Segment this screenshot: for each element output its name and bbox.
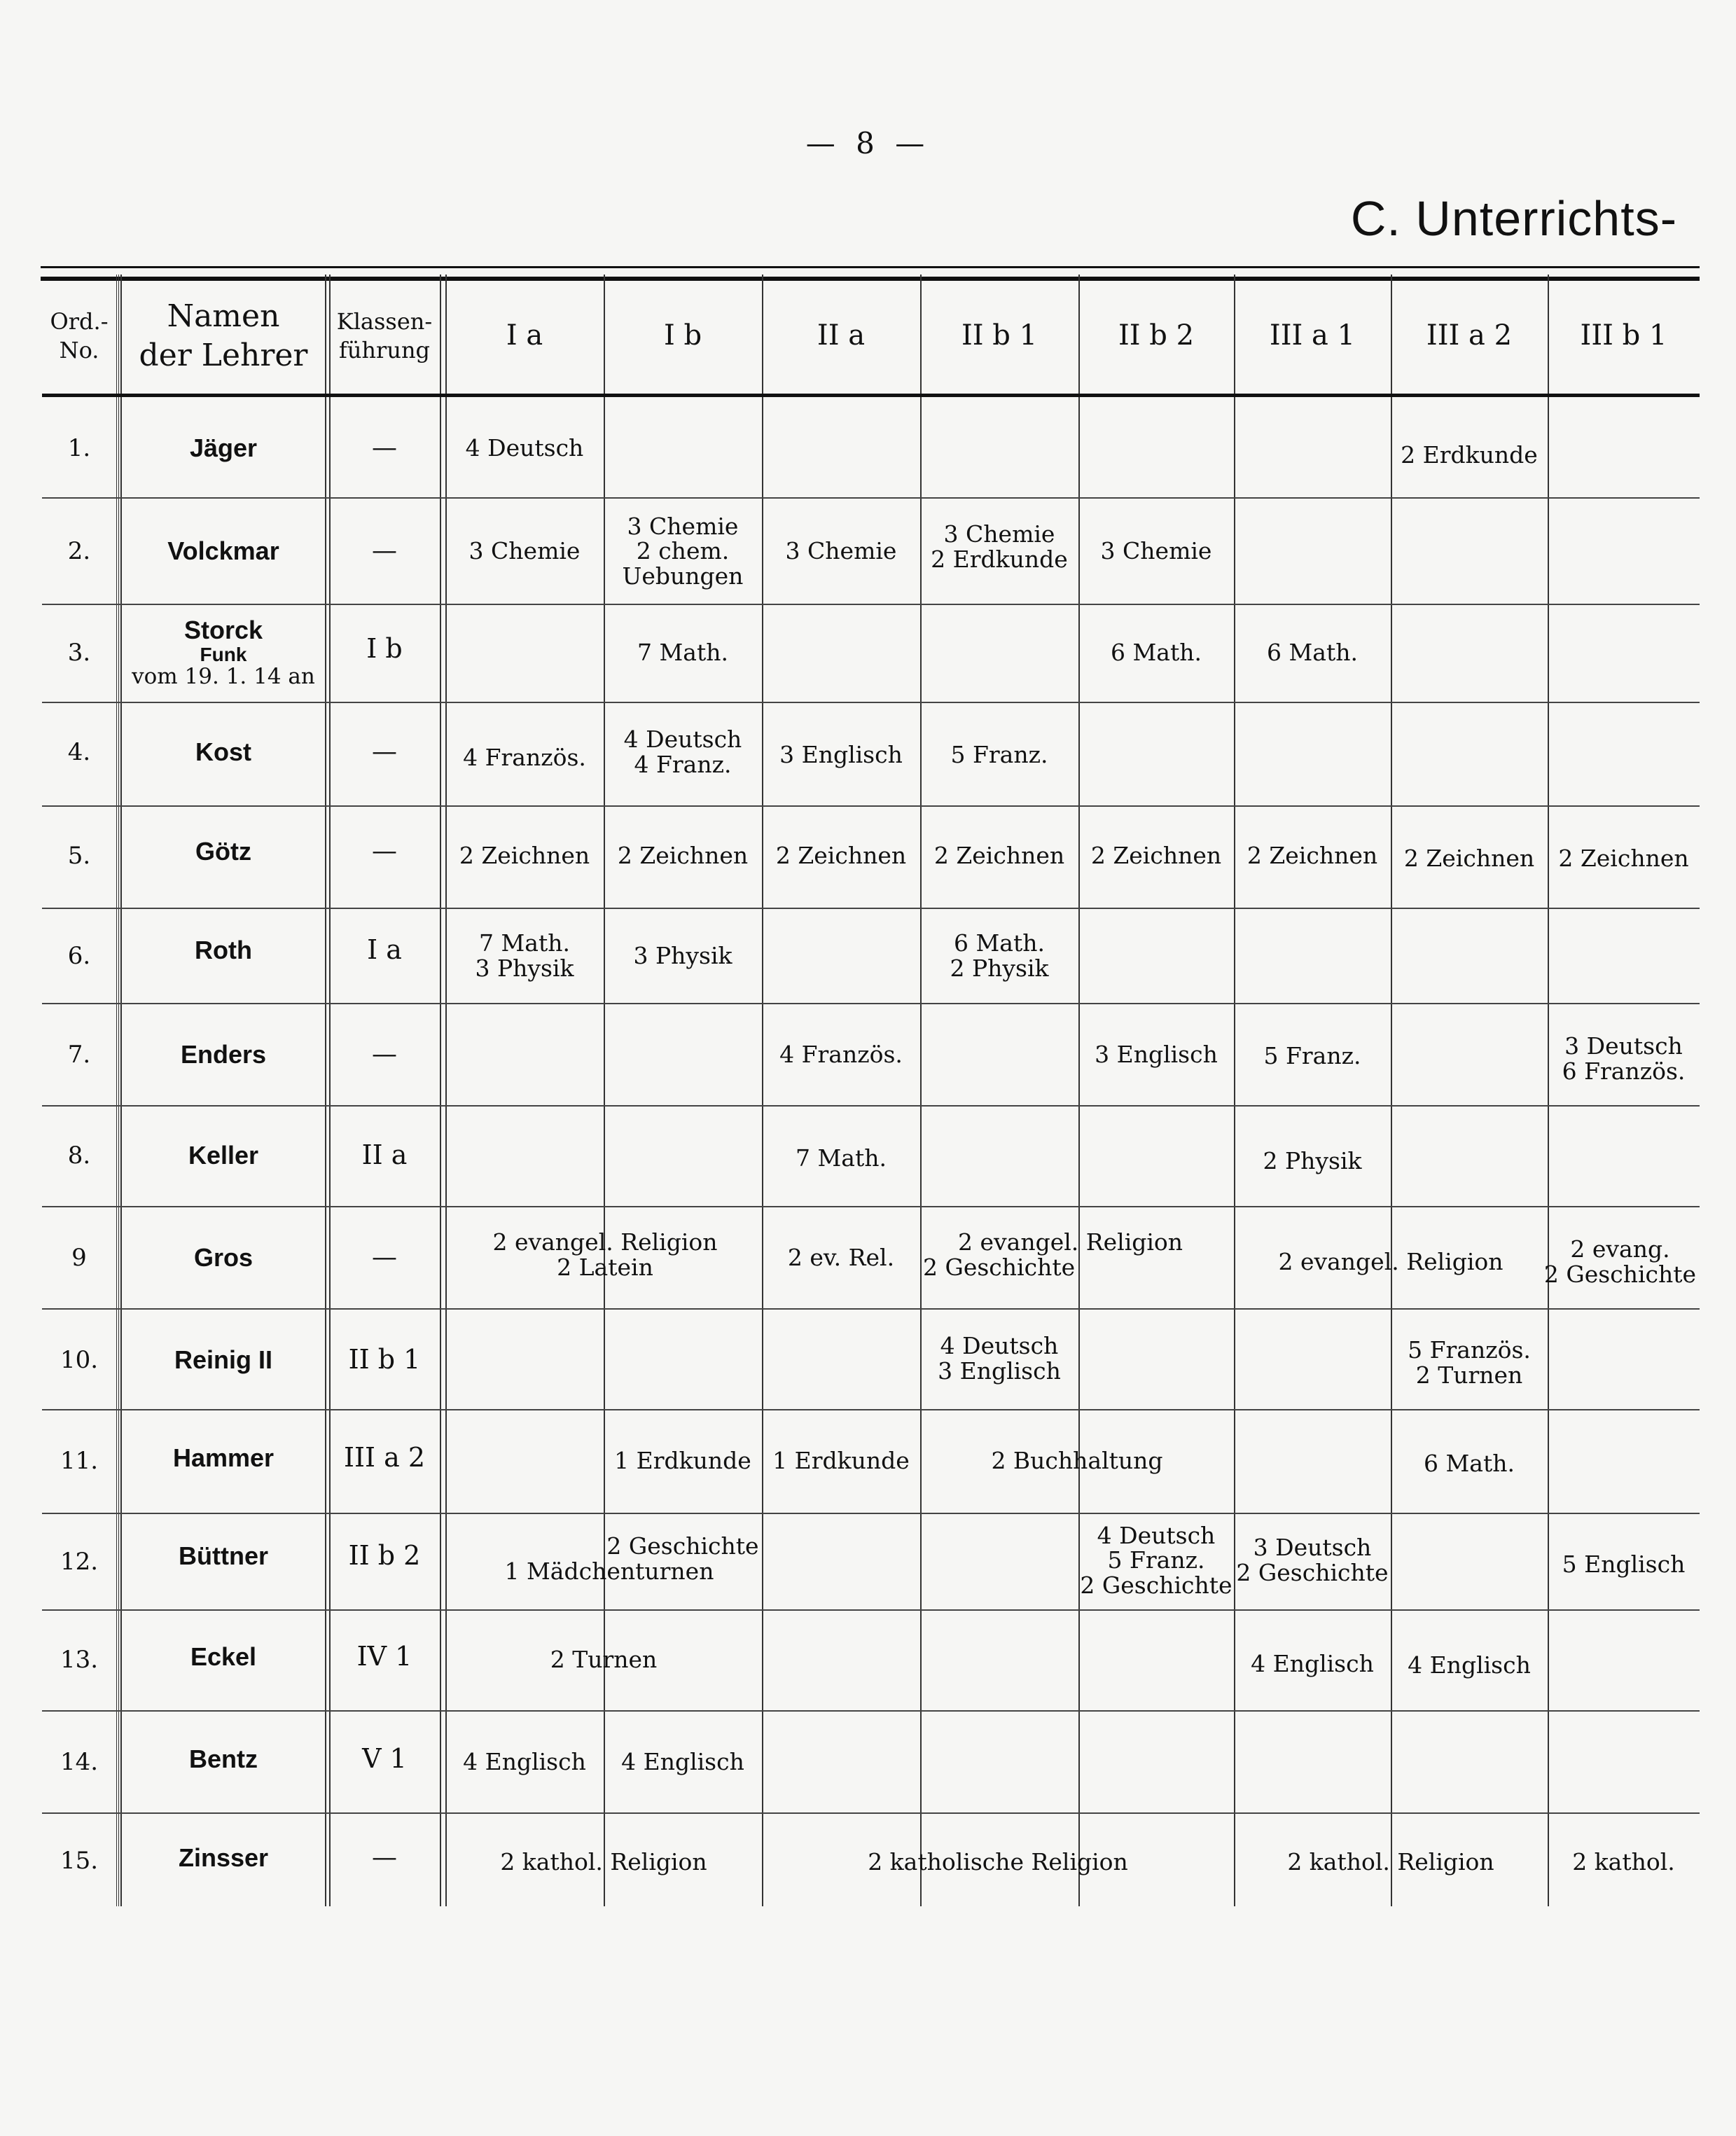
header-class: I b	[663, 319, 702, 352]
header-rule	[42, 394, 1700, 397]
header-class: I a	[506, 319, 543, 352]
header-class: II b 2	[1118, 319, 1195, 352]
column-divider	[116, 275, 119, 1906]
section-title: C. Unterrichts-	[1350, 191, 1677, 246]
column-divider	[325, 275, 326, 1906]
header-class: II a	[817, 319, 866, 352]
header-class: III a 1	[1269, 319, 1356, 352]
header-class: III a 2	[1426, 319, 1513, 352]
column-divider	[440, 275, 441, 1906]
double-rule	[41, 266, 1700, 281]
header-class: II b 1	[961, 319, 1038, 352]
header-klassen: Klassen- führung	[336, 308, 433, 363]
header-ord: Ord.- No.	[50, 308, 109, 363]
header-name: Namen der Lehrer	[139, 298, 308, 373]
page-number: — 8 —	[805, 126, 931, 160]
header-class: III b 1	[1580, 319, 1667, 352]
